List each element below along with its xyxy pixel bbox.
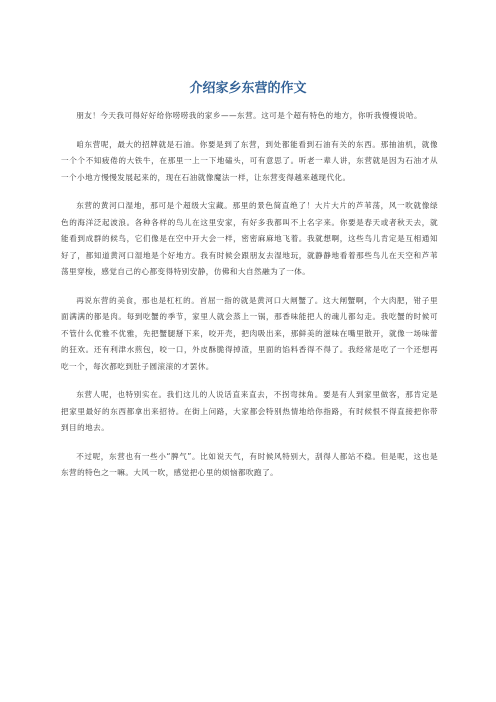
paragraph-2: 咱东营呢，最大的招牌就是石油。你要是到了东营，到处都能看到石油有关的东西。那抽油机，就像一个个不知疲倦的大铁牛，在那里一上一下地磕头，可有意思了。听老一辈人讲，东营就是因为石油才从一个小地方慢慢发展起来的，现在石油就像魔法一样，让东营变得越来越现代化。: [61, 139, 438, 182]
paragraph-4: 再说东营的美食，那也是杠杠的。首屈一指的就是黄河口大闸蟹了。这大闸蟹啊，个大肉肥，钳子里面满满的都是肉。每到吃蟹的季节，家里人就会蒸上一锅，那香味能把人的魂儿都勾走。我吃蟹的时候可不管什么优雅不优雅，先把蟹腿掰下来，咬开壳，把肉吸出来，那鲜美的滋味在嘴里散开，就像一场味蕾的狂欢。还有利津水煎包，咬一口，外皮酥脆得掉渣，里面的馅料香得不得了。我经常是吃了一个还想再吃一个，每次都吃到肚子圆滚滚的才罢休。: [61, 295, 438, 371]
paragraph-6: 不过呢，东营也有一些小“脾气”。比如说天气，有时候风特别大，刮得人都站不稳。但是呢，这也是东营的特色之一嘛。大风一吹，感觉把心里的烦恼都吹跑了。: [61, 451, 438, 477]
paragraph-1: 朋友！今天我可得好好给你唠唠我的家乡——东营。这可是个超有特色的地方，你听我慢慢说哈。: [76, 111, 423, 120]
document-body: [61, 108, 438, 494]
document-title: 介绍家乡东营的作文: [189, 81, 307, 96]
paragraph-3: 东营的黄河口湿地，那可是个超级大宝藏。那里的景色简直绝了！大片大片的芦苇荡，风一吹就像绿色的海洋泛起波浪。各种各样的鸟儿在这里安家，有好多我都叫不上名字来。你要是春天或者秋天去，就能看到成群的候鸟，它们像是在空中开大会一样，密密麻麻地飞着。我就想啊，这些鸟儿肯定是互相通知好了，都知道黄河口湿地是个好地方。我有时候会跟朋友去湿地玩，就静静地看着那些鸟儿在天空和芦苇荡里穿梭，感觉自己的心都变得特别安静，仿佛和大自然融为了一体。: [61, 201, 438, 276]
paragraph-5: 东营人呢，也特别实在。我们这儿的人说话直来直去，不拐弯抹角。要是有人到家里做客，那肯定是把家里最好的东西都拿出来招待。在街上问路，大家都会特别热情地给你指路，有时候恨不得直接把你带到目的地去。: [61, 390, 438, 432]
